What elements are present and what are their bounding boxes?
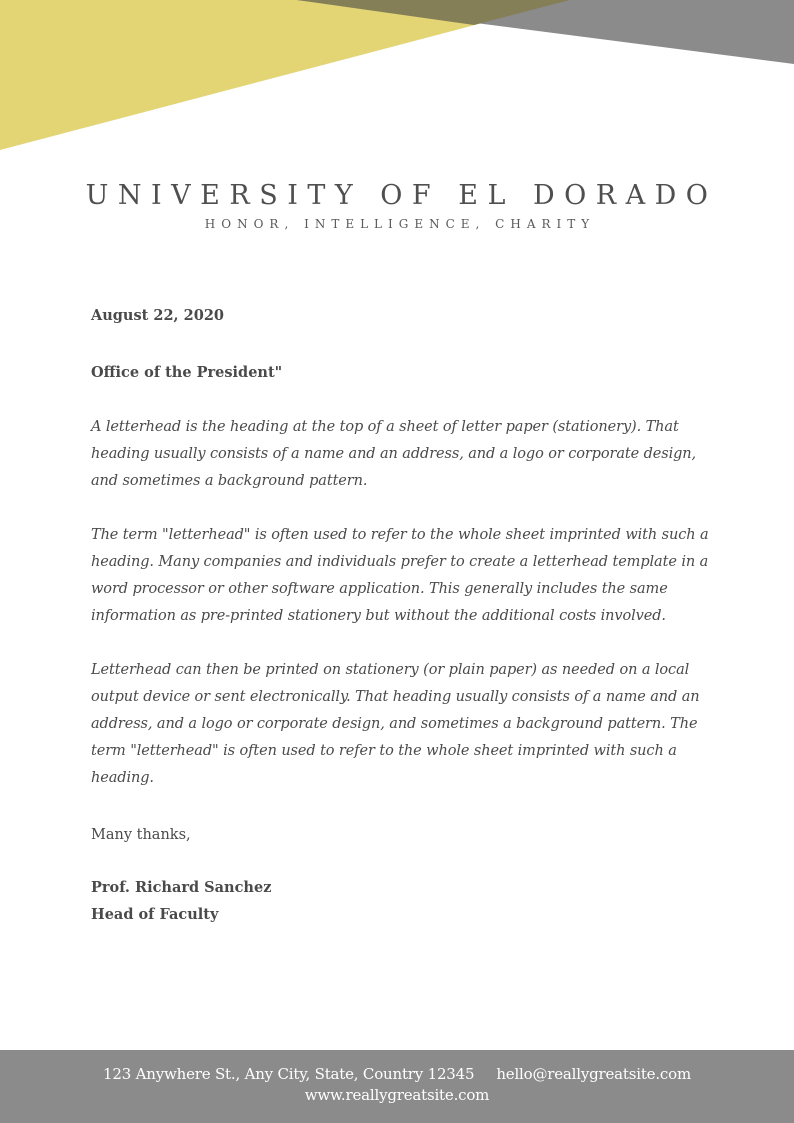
footer-website[interactable]: www.reallygreatsite.com <box>304 1086 490 1104</box>
letter-date: August 22, 2020 <box>91 307 225 324</box>
closing-line: Many thanks, <box>91 827 191 843</box>
signer-title: Head of Faculty <box>91 906 219 923</box>
body-paragraph-1: A letterhead is the heading at the top of a sheet of letter paper (stationery). That heading usually consists of a name and an address, and a logo or corporate design, and sometimes a background pattern. <box>91 419 697 489</box>
footer-address: 123 Anywhere St., Any City, State, Country 12345 <box>103 1065 475 1083</box>
university-motto: HONOR, INTELLIGENCE, CHARITY <box>204 217 596 231</box>
letterhead-header <box>0 176 794 232</box>
letter-office: Office of the President" <box>91 364 283 381</box>
body-paragraph-3: Letterhead can then be printed on stationery (or plain paper) as needed on a local output device or sent electronically. That heading usually consists of a name and an address, and a logo or corporate design, and sometimes a background pattern. The term "letterhead" is often used to refer to the whole sheet imprinted with such a heading. <box>91 662 700 786</box>
decorative-header-shapes <box>0 0 794 160</box>
university-name: UNIVERSITY OF EL DORADO <box>85 180 718 211</box>
footer-email[interactable]: hello@reallygreatsite.com <box>496 1065 691 1083</box>
footer-contact-line <box>0 1064 794 1084</box>
body-paragraph-2: The term "letterhead" is often used to refer to the whole sheet imprinted with such a heading. Many companies and individuals prefer to create a letterhead template in a word processor or other software application. This generally includes the same information as pre-printed stationery but without the additional costs involved. <box>91 527 709 624</box>
signer-name: Prof. Richard Sanchez <box>91 879 272 896</box>
footer-bar <box>0 1050 794 1123</box>
